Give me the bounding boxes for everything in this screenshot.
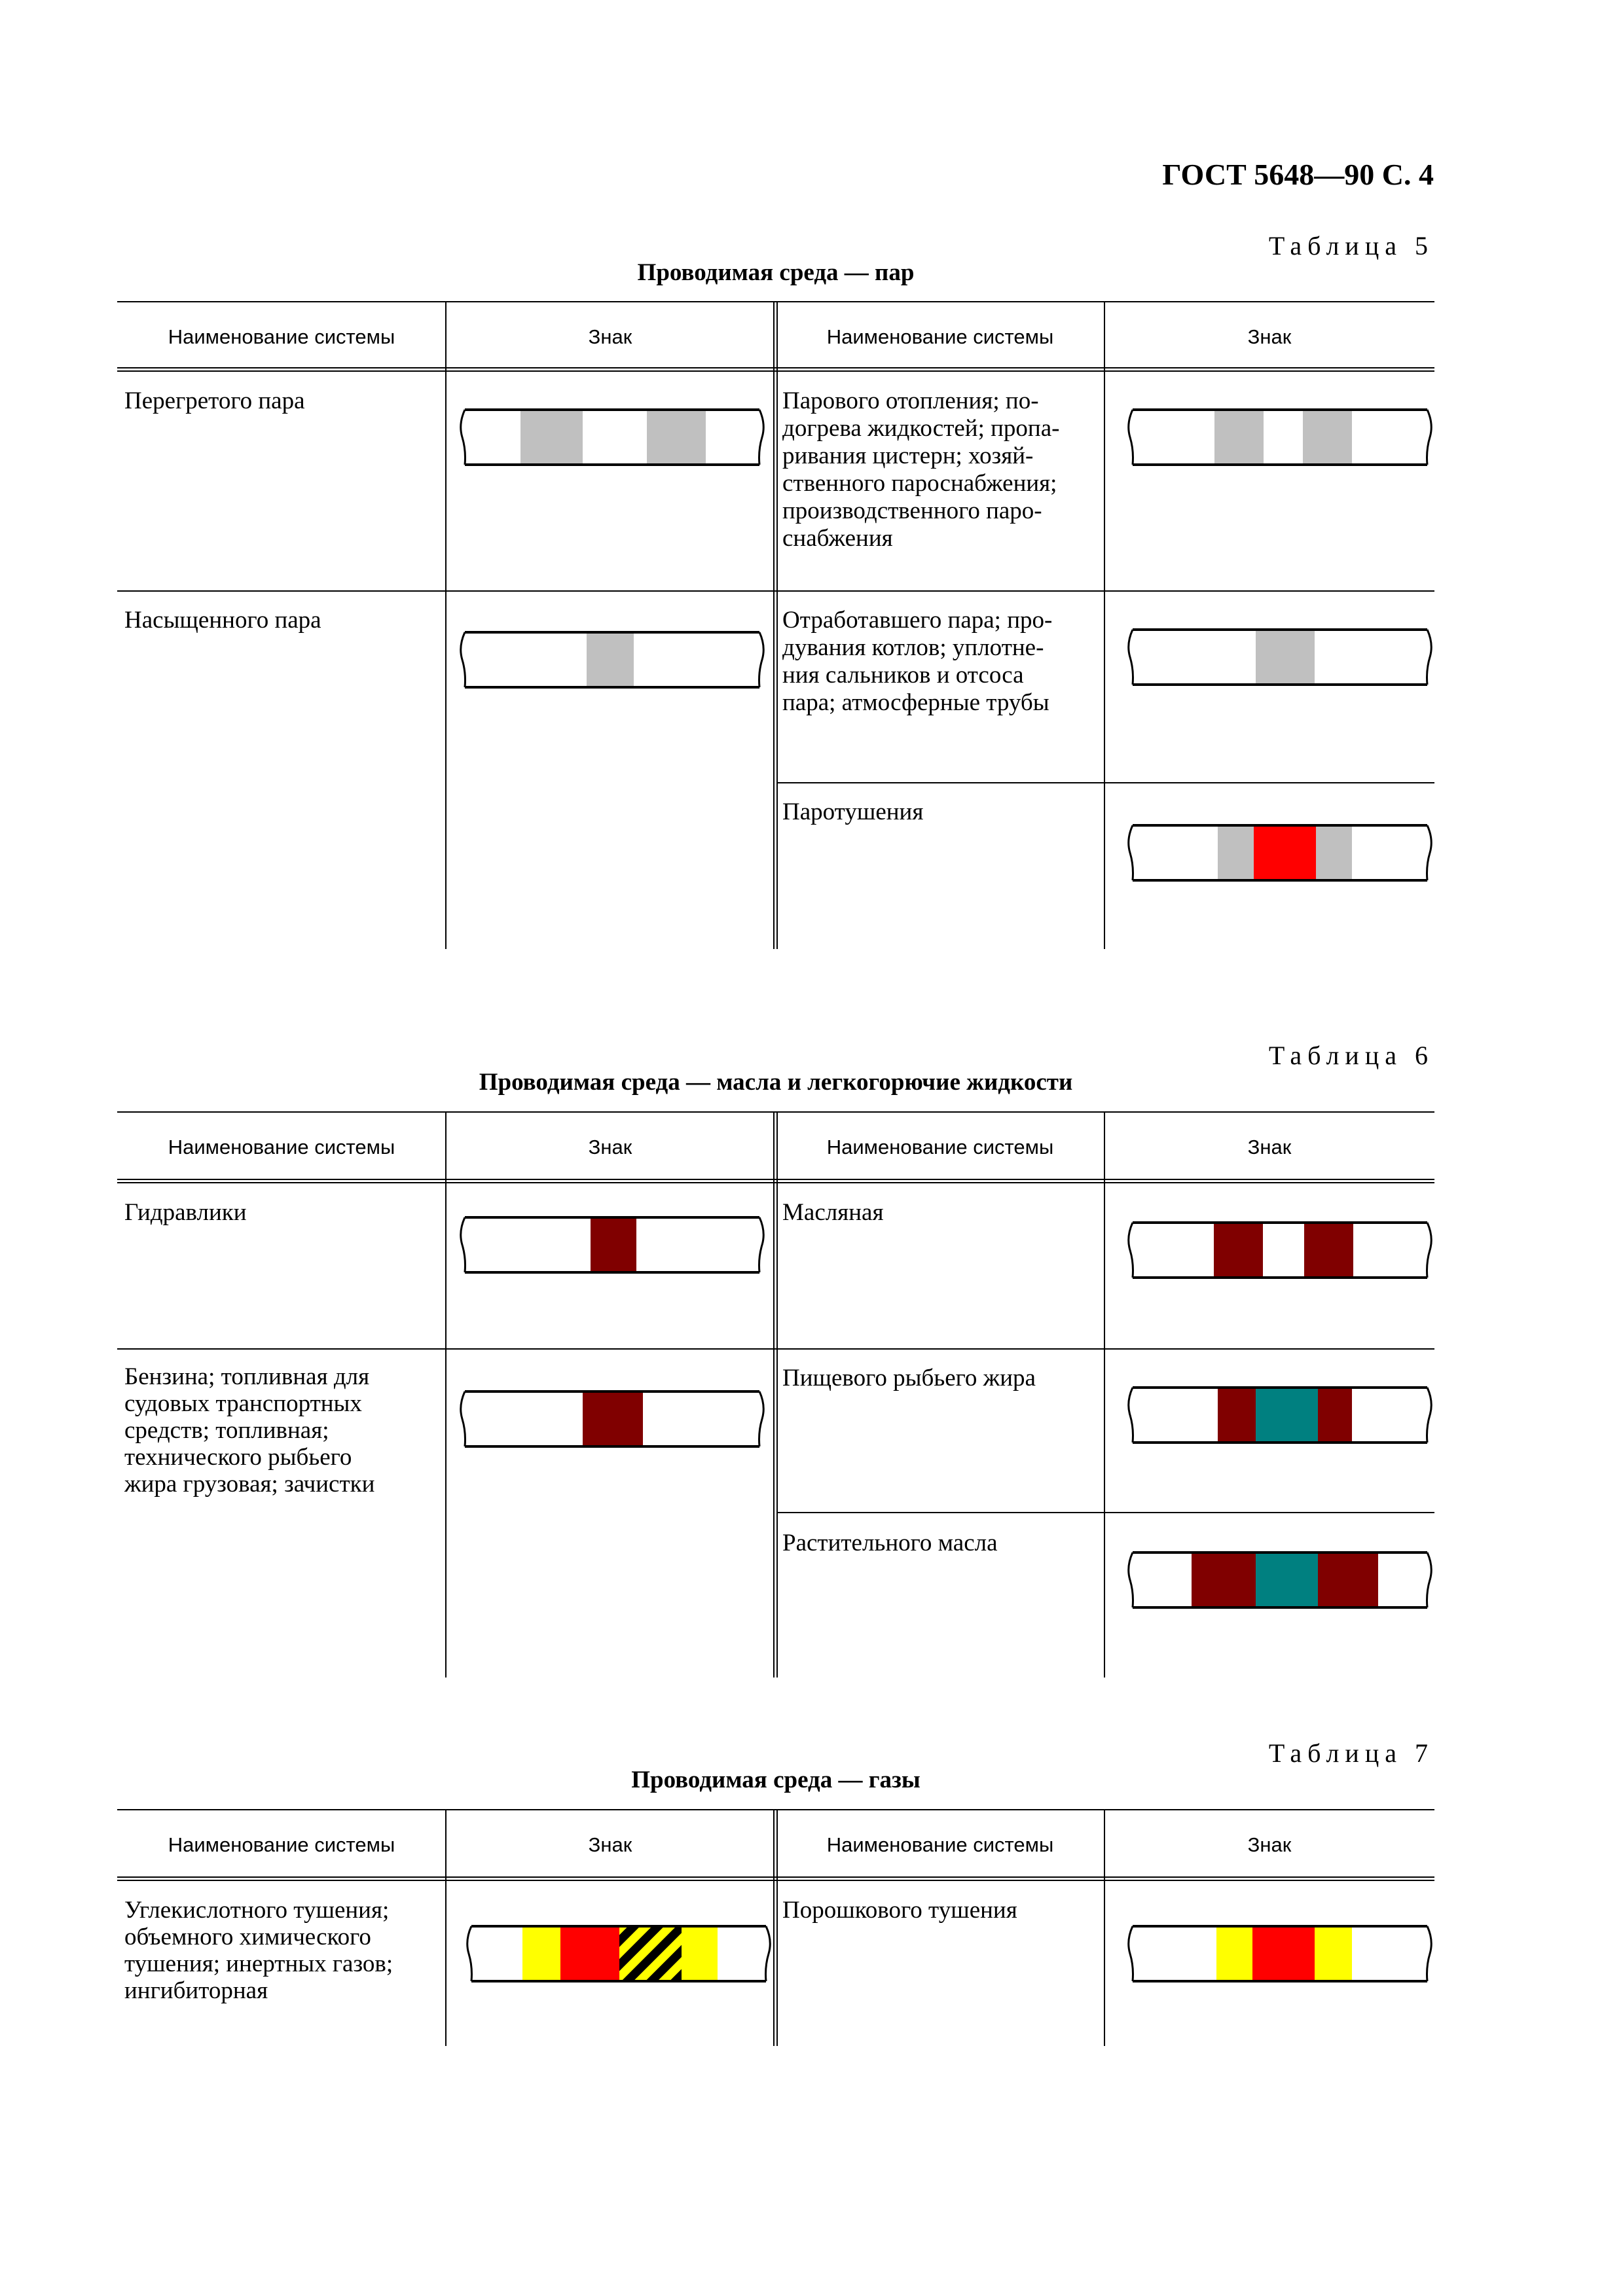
table6-divider xyxy=(773,1111,775,1677)
sign-band-gray xyxy=(1303,410,1352,465)
table7-left-row-1-sign xyxy=(465,1921,773,1986)
table6-right-row-1-sign xyxy=(1126,1217,1434,1283)
sign-band-yellow xyxy=(1315,1926,1352,1981)
table7-col-sign-right: Знак xyxy=(1247,1833,1292,1856)
table6-col-name-left: Наименование системы xyxy=(168,1136,395,1158)
table5-right-row-2-sign xyxy=(1126,624,1434,690)
sign-band-teal xyxy=(1256,1388,1318,1443)
table6-header-rule xyxy=(117,1179,1434,1183)
sign-band-gray xyxy=(1256,630,1315,685)
sign-band-maroon xyxy=(1218,1388,1256,1443)
table7-divider xyxy=(773,1809,775,2046)
table6-right-row-1-name: Масляная xyxy=(782,1199,884,1226)
table7-divider xyxy=(445,1809,447,2046)
table6-right-row-3-name: Растительного масла xyxy=(782,1530,998,1556)
table5-divider xyxy=(773,301,775,949)
table5-col-sign-right: Знак xyxy=(1247,325,1292,348)
table7-caption: Проводимая среда — газы xyxy=(631,1767,921,1793)
sign-band-teal xyxy=(1256,1552,1318,1607)
sign-band-hazard-stripes xyxy=(619,1926,682,1981)
sign-band-red xyxy=(560,1926,619,1981)
table7-top-rule xyxy=(117,1809,1434,1810)
table5-left-row-2-sign xyxy=(458,627,766,692)
table6-divider xyxy=(445,1111,447,1677)
sign-band-yellow xyxy=(1216,1926,1252,1981)
table5-col-sign-left: Знак xyxy=(588,325,632,348)
table5-row-rule xyxy=(117,590,1434,592)
sign-band-yellow xyxy=(522,1926,560,1981)
table7-col-name-right: Наименование системы xyxy=(826,1833,1054,1856)
table5-top-rule xyxy=(117,301,1434,302)
table7-right-row-1-name: Порошкового тушения xyxy=(782,1897,1017,1924)
sign-band-gray xyxy=(587,632,634,687)
table6-col-name-right: Наименование системы xyxy=(826,1136,1054,1158)
table6-left-row-1-sign xyxy=(458,1212,766,1278)
sign-band-maroon xyxy=(591,1217,636,1272)
sign-band-maroon xyxy=(583,1391,643,1446)
table5-row-rule xyxy=(776,782,1434,783)
sign-band-maroon xyxy=(1318,1552,1378,1607)
table7-left-row-1-name: Углекислотного тушения; объемного химического тушения; инертных газов; ингибиторная xyxy=(124,1897,393,2004)
sign-band-gray xyxy=(520,410,583,465)
table5-right-row-2-name: Отработавшего пара; про- дувания котлов; уплотне- ния сальников и отсоса пара; атмосферные трубы xyxy=(782,607,1053,716)
table7-header-rule xyxy=(117,1876,1434,1881)
page-header: ГОСТ 5648—90 С. 4 xyxy=(1162,158,1434,191)
table6-right-row-3-sign xyxy=(1126,1547,1434,1613)
table5-right-row-3-sign xyxy=(1126,820,1434,886)
table7-divider xyxy=(776,1809,778,2046)
table5-col-name-left: Наименование системы xyxy=(168,325,395,348)
table5-left-row-1-sign xyxy=(458,404,766,470)
table5-left-row-1-name: Перегретого пара xyxy=(124,387,305,414)
sign-band-yellow xyxy=(682,1926,718,1981)
table6-caption: Проводимая среда — масла и легкогорючие жидкости xyxy=(479,1069,1073,1096)
table5-right-row-3-name: Паротушения xyxy=(782,798,924,825)
table6-col-sign-right: Знак xyxy=(1247,1136,1292,1158)
table5-right-row-1-sign xyxy=(1126,404,1434,470)
sign-band-maroon xyxy=(1304,1223,1353,1278)
sign-band-red xyxy=(1254,825,1316,880)
table6-divider xyxy=(1104,1111,1105,1677)
table7-col-sign-left: Знак xyxy=(588,1833,632,1856)
table7-number: Таблица 7 xyxy=(1268,1738,1434,1768)
table6-left-row-2-sign xyxy=(458,1386,766,1452)
sign-band-maroon xyxy=(1214,1223,1263,1278)
table6-row-rule xyxy=(117,1348,1434,1350)
table5-caption: Проводимая среда — пар xyxy=(637,259,915,286)
table5-divider xyxy=(776,301,778,949)
table6-col-sign-left: Знак xyxy=(588,1136,632,1158)
table6-divider xyxy=(776,1111,778,1677)
sign-band-red xyxy=(1252,1926,1315,1981)
table6-right-row-2-name: Пищевого рыбьего жира xyxy=(782,1365,1036,1391)
table6-number: Таблица 6 xyxy=(1268,1041,1434,1070)
table6-left-row-2-name: Бензина; топливная для судовых транспортных средств; топливная; технического рыбьего жира грузовая; зачистки xyxy=(124,1363,375,1498)
table5-divider xyxy=(445,301,447,949)
table6-row-rule xyxy=(776,1512,1434,1513)
table5-number: Таблица 5 xyxy=(1268,231,1434,260)
table5-left-row-2-name: Насыщенного пара xyxy=(124,607,321,634)
table6-right-row-2-sign xyxy=(1126,1382,1434,1448)
table7-right-row-1-sign xyxy=(1126,1921,1434,1986)
table5-header-rule xyxy=(117,367,1434,372)
table7-divider xyxy=(1104,1809,1105,2046)
sign-band-gray xyxy=(1316,825,1352,880)
table6-top-rule xyxy=(117,1111,1434,1113)
table5-divider xyxy=(1104,301,1105,949)
table7-col-name-left: Наименование системы xyxy=(168,1833,395,1856)
table5-right-row-1-name: Парового отопления; по- догрева жидкостей; пропа- ривания цистерн; хозяй- ственного пароснабжения; производственного паро- снабжения xyxy=(782,387,1060,552)
sign-band-gray xyxy=(647,410,706,465)
sign-band-gray xyxy=(1218,825,1254,880)
table5-col-name-right: Наименование системы xyxy=(826,325,1054,348)
sign-band-maroon xyxy=(1192,1552,1256,1607)
sign-band-gray xyxy=(1214,410,1264,465)
table6-left-row-1-name: Гидравлики xyxy=(124,1199,247,1226)
sign-band-maroon xyxy=(1318,1388,1352,1443)
